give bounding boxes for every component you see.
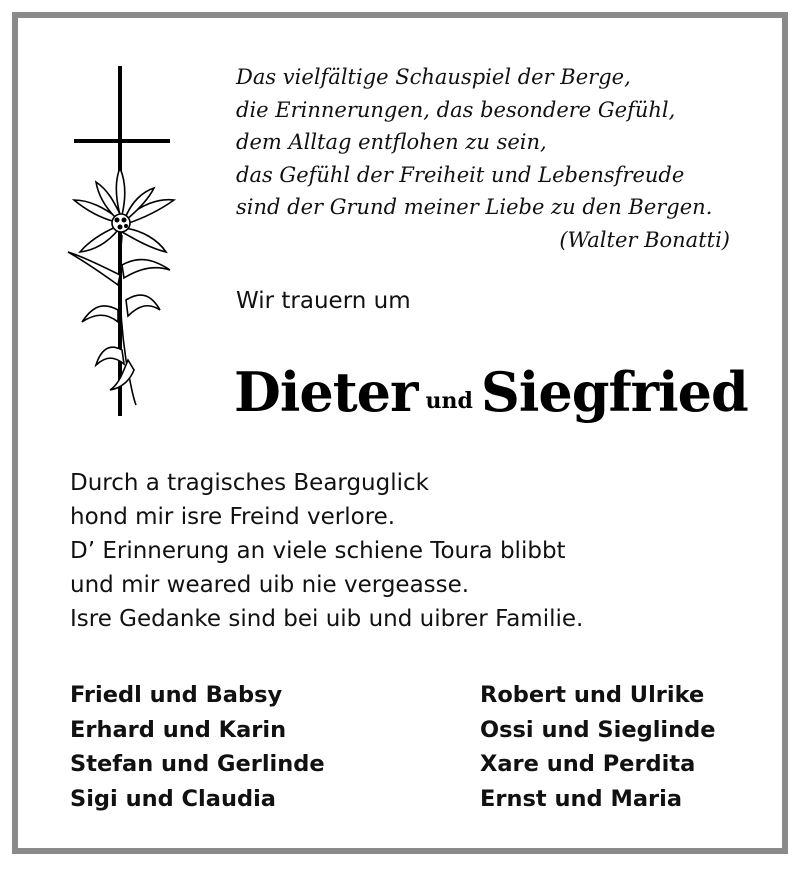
deceased-name-2: Siegfried	[480, 360, 748, 424]
quote-line: sind der Grund meiner Liebe zu den Bergen.	[236, 195, 713, 219]
deceased-names	[234, 360, 748, 424]
poem-line: und mir weared uib nie vergeasse.	[70, 572, 470, 598]
signatures-right	[480, 678, 716, 816]
signature-line: Ernst und Maria	[480, 785, 683, 812]
poem-block	[70, 466, 583, 636]
signature-line: Ossi und Sieglinde	[480, 716, 716, 743]
poem-line: Durch a tragisches Bearguglick	[70, 470, 429, 496]
signature-line: Xare und Perdita	[480, 751, 696, 777]
quote-line: das Gefühl der Freiheit und Lebensfreude	[236, 162, 685, 187]
quote-line: dem Alltag entflohen zu sein,	[236, 130, 547, 154]
quote-attribution: (Walter Bonatti)	[559, 227, 730, 252]
names-connector: und	[425, 388, 473, 414]
signature-line: Sigi und Claudia	[70, 785, 276, 812]
cross-edelweiss-illustration	[60, 60, 190, 420]
signature-line: Friedl und Babsy	[70, 682, 283, 708]
quote-line: Das vielfältige Schauspiel der Berge,	[236, 65, 631, 89]
deceased-name-1: Dieter	[234, 360, 418, 424]
quote-line: die Erinnerungen, das besondere Gefühl,	[236, 97, 676, 122]
signature-line: Stefan und Gerlinde	[70, 751, 325, 777]
signature-line: Erhard und Karin	[70, 716, 287, 743]
poem-line: D’ Erinnerung an viele schiene Toura blibbt	[70, 538, 566, 564]
quote-block	[236, 61, 736, 256]
signatures-left	[70, 678, 325, 816]
poem-line: Isre Gedanke sind bei uib und uibrer Familie.	[70, 606, 584, 632]
signature-line: Robert und Ulrike	[480, 682, 705, 708]
mourning-text: Wir trauern um	[236, 288, 411, 314]
poem-line: hond mir isre Freind verlore.	[70, 504, 396, 530]
